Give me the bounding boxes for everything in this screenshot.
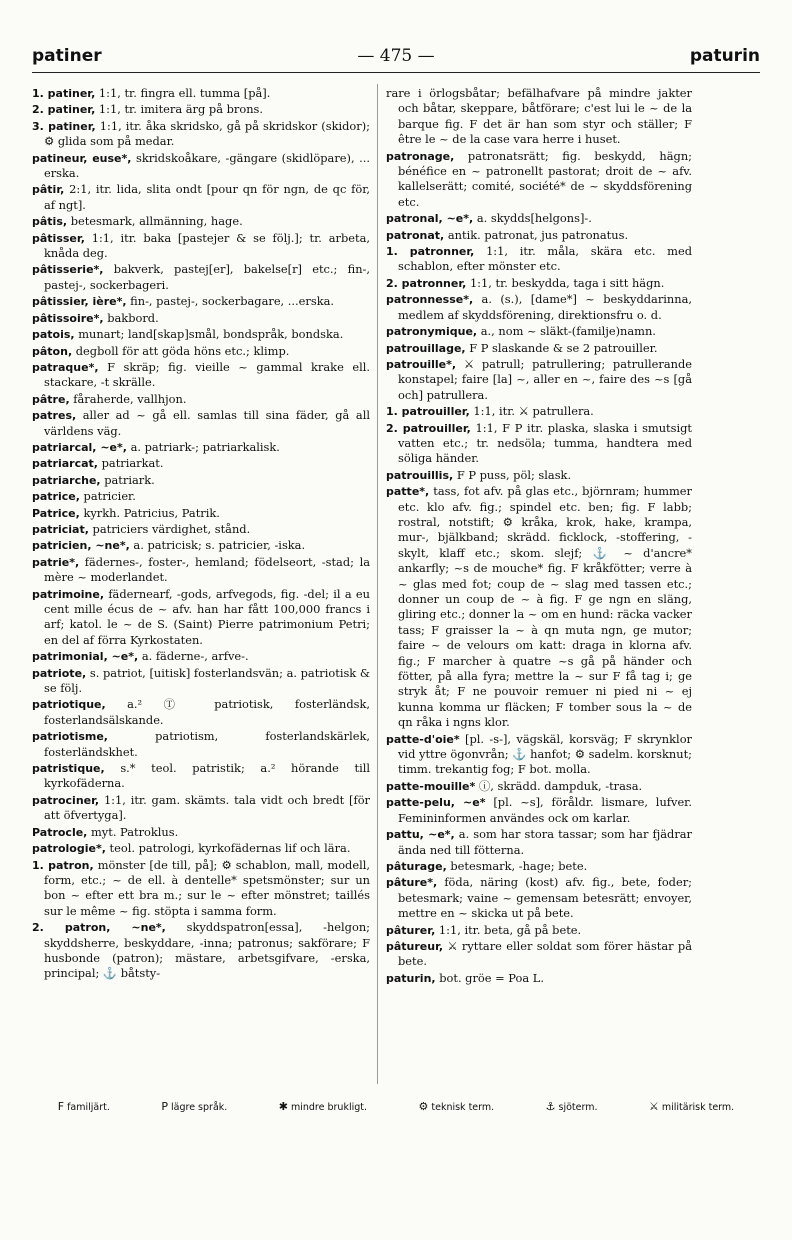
entry-definition: 1:1, itr. baka [pastejer & se följ.]; tr. arbeta, knåda deg. bbox=[44, 230, 370, 261]
legend-label: familjärt. bbox=[67, 1102, 110, 1113]
entry-definition: a. som har stora tassar; som har fjädrar ända ned till fötterna. bbox=[398, 827, 692, 857]
dictionary-entry bbox=[32, 555, 370, 586]
entry-headword: patricien, ~ne*, bbox=[32, 539, 130, 553]
entry-definition: patronatsrätt; fig. beskydd, hägn; bénéfice en ~ patronellt pastorat; droit de ~ afv. kallelserätt; comité, société* de ~ skyddsförening etc. bbox=[398, 148, 692, 209]
entry-headword: patronymique, bbox=[386, 325, 478, 339]
legend-symbol-icon: ⚔ bbox=[649, 1100, 659, 1113]
entry-definition: patriark. bbox=[104, 472, 155, 487]
dictionary-entry bbox=[386, 795, 692, 826]
entry-definition: munart; land[skap]smål, bondspråk, bondska. bbox=[78, 327, 344, 342]
dictionary-entry bbox=[32, 456, 370, 471]
entry-definition: [pl. -s-], vägskäl, korsväg; F skrynklor vid yttre ögonvrån; ⚓ hanfot; ⚙ sadelm. korsknut; timm. trekantig fog; F bot. molla. bbox=[398, 731, 692, 777]
dictionary-entry bbox=[386, 827, 692, 858]
dictionary-entry bbox=[386, 244, 692, 275]
entry-headword: patrimonial, ~e*, bbox=[32, 650, 139, 664]
entry-definition: 1:1, F P itr. plaska, slaska i smutsigt vatten etc.; tr. nedsöla; tumma, handtera med söliga händer. bbox=[398, 420, 692, 466]
dictionary-entry bbox=[386, 468, 692, 483]
entry-headword: 2. patron, ~ne*, bbox=[32, 921, 166, 935]
entry-headword: pâtureur, bbox=[386, 939, 444, 953]
abbreviation-legend bbox=[32, 1100, 760, 1113]
dictionary-entry bbox=[32, 182, 370, 213]
dictionary-entry bbox=[386, 971, 692, 986]
entry-headword: patriarcat, bbox=[32, 457, 98, 471]
entry-definition: fädernes-, foster-, hemland; födelseort, -stad; la mère ~ moderlandet. bbox=[44, 554, 370, 585]
legend-item bbox=[279, 1100, 367, 1113]
entry-definition: degboll för att göda höns etc.; klimp. bbox=[75, 343, 290, 358]
dictionary-entry bbox=[386, 276, 692, 291]
dictionary-entry bbox=[32, 697, 370, 728]
entry-definition: aller ad ~ gå ell. samlas till sina fäder, gå all världens väg. bbox=[44, 408, 370, 438]
dictionary-entry bbox=[386, 228, 692, 243]
entry-headword: pâtir, bbox=[32, 183, 65, 197]
dictionary-entry bbox=[386, 211, 692, 226]
dictionary-entry bbox=[386, 86, 692, 148]
entry-definition: kyrkh. Patricius, Patrik. bbox=[83, 505, 220, 520]
entry-definition: 1:1, itr. beta, gå på bete. bbox=[438, 922, 582, 937]
entry-definition: ⚔ ryttare eller soldat som förer hästar på bete. bbox=[398, 938, 692, 969]
dictionary-entry bbox=[32, 231, 370, 262]
dictionary-entry bbox=[32, 538, 370, 553]
dictionary-entry bbox=[386, 341, 692, 356]
entry-headword: paturin, bbox=[386, 971, 436, 985]
entry-headword: patraque*, bbox=[32, 360, 99, 374]
dictionary-entry bbox=[386, 324, 692, 339]
entry-definition: rare i örlogsbåtar; befälhafvare på mindre jakter och båtar, skeppare, båtförare; c'est lui le ~ de la barque fig. F det är han som styr och ställer; F être le ~ de la case vara herre i huset. bbox=[386, 86, 692, 147]
dictionary-entry bbox=[386, 404, 692, 419]
entry-headword: 1. patrouiller, bbox=[386, 405, 470, 419]
dictionary-entry bbox=[32, 214, 370, 229]
entry-definition: 1:1, itr. ⚔ patrullera. bbox=[473, 404, 594, 419]
entry-definition: myt. Patroklus. bbox=[91, 824, 179, 839]
entry-headword: patriciat, bbox=[32, 522, 89, 536]
dictionary-entry bbox=[32, 360, 370, 391]
entry-definition: F P puss, pöl; slask. bbox=[456, 467, 572, 482]
entry-headword: patrouille*, bbox=[386, 357, 457, 371]
entry-definition: mönster [de till, på]; ⚙ schablon, mall, modell, form, etc.; ~ de ell. à dentelle* spetsmönster; sur un bon ~ efter ett bra m.; sur le ~ efter mönstret; taillés sur le même ~ fig. stöpta i samma form. bbox=[44, 857, 370, 918]
dictionary-entry bbox=[386, 149, 692, 211]
right-running-headword: paturin bbox=[689, 46, 760, 66]
dictionary-entry bbox=[32, 392, 370, 407]
dictionary-entry bbox=[32, 649, 370, 664]
entry-definition: s. patriot, [uitisk] fosterlandsvän; a. patriotisk & se följ. bbox=[44, 665, 370, 696]
entry-headword: pâtissier, ière*, bbox=[32, 295, 127, 309]
dictionary-entry bbox=[386, 484, 692, 731]
legend-symbol-icon: ⚙ bbox=[418, 1100, 429, 1113]
dictionary-entry bbox=[32, 473, 370, 488]
entry-definition: bakverk, pastej[er], bakelse[r] etc.; fin-, pastej-, sockerbageri. bbox=[44, 262, 370, 292]
entry-definition: F P slaskande & se 2 patrouiller. bbox=[469, 340, 658, 355]
entry-headword: patineur, euse*, bbox=[32, 151, 132, 165]
dictionary-entry bbox=[32, 920, 370, 982]
entry-headword: pâture*, bbox=[386, 876, 438, 890]
dictionary-entry bbox=[32, 506, 370, 521]
dictionary-entry bbox=[32, 587, 370, 649]
legend-symbol-icon: ✱ bbox=[278, 1100, 288, 1113]
left-running-headword: patiner bbox=[32, 46, 102, 66]
entry-headword: pattu, ~e*, bbox=[386, 828, 455, 842]
entry-definition: 1:1, tr. fingra ell. tumma [på]. bbox=[98, 86, 271, 100]
dictionary-entry bbox=[386, 421, 692, 467]
entry-headword: pâtissoire*, bbox=[32, 311, 104, 325]
legend-item bbox=[58, 1100, 110, 1113]
entry-definition: 1:1, tr. beskydda, taga i sitt hägn. bbox=[469, 275, 665, 290]
legend-label: mindre brukligt. bbox=[290, 1102, 368, 1113]
legend-symbol-icon: ⚓ bbox=[545, 1100, 556, 1113]
dictionary-entry bbox=[32, 102, 370, 117]
column-divider bbox=[377, 84, 378, 1084]
entry-definition: s.* teol. patristik; a.² hörande till kyrkofäderna. bbox=[44, 761, 370, 791]
entry-headword: Patrocle, bbox=[32, 825, 88, 839]
legend-item bbox=[649, 1100, 734, 1113]
entry-headword: patrouillis, bbox=[386, 468, 454, 482]
dictionary-entry bbox=[32, 294, 370, 309]
dictionary-entry bbox=[386, 732, 692, 778]
entry-definition: ⚔ patrull; patrullering; patrullerande konstapel; faire [la] ~, aller en ~, faire des ~s [gå och] patrullera. bbox=[398, 356, 692, 402]
entry-headword: 3. patiner, bbox=[32, 119, 96, 133]
entry-definition: F skräp; fig. vieille ~ gammal krake ell. stackare, -t skrälle. bbox=[44, 359, 370, 390]
entry-headword: pâturer, bbox=[386, 923, 436, 937]
entry-definition: betesmark, allmänning, hage. bbox=[70, 214, 243, 229]
dictionary-entry bbox=[32, 825, 370, 840]
entry-definition: a. skydds[helgons]-. bbox=[476, 211, 592, 226]
entry-definition: a. patriark-; patriarkalisk. bbox=[130, 439, 280, 454]
dictionary-entry bbox=[32, 344, 370, 359]
entry-definition: patriciers värdighet, stånd. bbox=[92, 521, 251, 536]
entry-definition: föda, näring (kost) afv. fig., bete, foder; betesmark; vaine ~ gemensam betesrätt; envoyer, mettre en ~ skicka ut på bete. bbox=[398, 875, 692, 921]
entry-definition: a.² Ⓣ patriotisk, fosterländsk, fosterlandsälskande. bbox=[44, 697, 370, 727]
dictionary-entry bbox=[32, 440, 370, 455]
dictionary-entry bbox=[32, 793, 370, 824]
left-column bbox=[32, 86, 370, 1086]
legend-symbol-icon: P bbox=[161, 1100, 168, 1113]
dictionary-entry bbox=[32, 666, 370, 697]
entry-headword: 1. patiner, bbox=[32, 87, 96, 100]
entry-headword: pâtre, bbox=[32, 392, 70, 406]
entry-headword: pâton, bbox=[32, 344, 73, 358]
entry-headword: patte*, bbox=[386, 485, 430, 499]
legend-item bbox=[161, 1100, 227, 1113]
entry-headword: patrouillage, bbox=[386, 341, 466, 355]
dictionary-entry bbox=[386, 939, 692, 970]
entry-headword: 1. patronner, bbox=[386, 245, 475, 259]
entry-headword: patriote, bbox=[32, 666, 87, 680]
entry-definition: teol. patrologi, kyrkofädernas lif och lära. bbox=[109, 841, 351, 856]
legend-label: militärisk term. bbox=[661, 1102, 735, 1113]
entry-definition: skridskoåkare, -gängare (skidlöpare), ... erska. bbox=[44, 150, 370, 181]
entry-headword: patres, bbox=[32, 409, 77, 423]
dictionary-entry bbox=[32, 151, 370, 182]
legend-symbol-icon: F bbox=[57, 1100, 65, 1113]
entry-headword: patte-d'oie* bbox=[386, 732, 460, 746]
entry-headword: patte-pelu, ~e* bbox=[386, 796, 486, 810]
entry-headword: patois, bbox=[32, 328, 75, 342]
entry-definition: fädernearf, -gods, arfvegods, fig. -del; il a eu cent mille écus de ~ afv. han har fått 100,000 francs i arf; katol. le ~ de S. (Saint) Pierre patrimonium Petri; en del af förra Kyrkostaten. bbox=[44, 586, 370, 647]
page-number: — 475 — bbox=[357, 46, 435, 66]
entry-headword: patronal, ~e*, bbox=[386, 212, 474, 226]
entry-headword: pâtis, bbox=[32, 215, 68, 229]
dictionary-entry bbox=[32, 489, 370, 504]
entry-definition: a. patricisk; s. patricier, -iska. bbox=[133, 538, 306, 553]
right-column bbox=[386, 86, 692, 1086]
entry-headword: 2. patronner, bbox=[386, 276, 467, 290]
entry-definition: patriotism, fosterlandskärlek, fosterländskhet. bbox=[44, 729, 370, 759]
dictionary-entry bbox=[32, 262, 370, 293]
dictionary-entry bbox=[386, 875, 692, 921]
entry-definition: a., nom ~ släkt-(familje)namn. bbox=[480, 324, 656, 339]
dictionary-entry bbox=[32, 327, 370, 342]
dictionary-entry bbox=[32, 761, 370, 792]
dictionary-entry bbox=[32, 729, 370, 760]
legend-label: lägre språk. bbox=[171, 1102, 228, 1113]
entry-definition: betesmark, -hage; bete. bbox=[450, 858, 588, 873]
page-header bbox=[32, 46, 760, 73]
entry-definition: patriarkat. bbox=[101, 456, 164, 471]
entry-headword: patrociner, bbox=[32, 793, 100, 807]
entry-headword: patronage, bbox=[386, 149, 455, 163]
dictionary-entry bbox=[32, 858, 370, 920]
entry-definition: 1:1, itr. gam. skämts. tala vidt och bredt [för att öfvertyga]. bbox=[44, 792, 370, 823]
entry-headword: patrice, bbox=[32, 490, 80, 504]
dictionary-entry bbox=[32, 408, 370, 439]
entry-headword: Patrice, bbox=[32, 506, 80, 520]
entry-definition: 1:1, itr. måla, skära etc. med schablon, efter mönster etc. bbox=[398, 244, 692, 274]
entry-headword: 1. patron, bbox=[32, 858, 94, 872]
dictionary-entry bbox=[386, 779, 692, 794]
dictionary-entry bbox=[386, 859, 692, 874]
entry-headword: patriotique, bbox=[32, 698, 106, 712]
entry-definition: bakbord. bbox=[107, 310, 159, 325]
entry-headword: patrimoine, bbox=[32, 587, 105, 601]
entry-headword: patronat, bbox=[386, 228, 445, 242]
entry-headword: patte-mouille* bbox=[386, 779, 476, 793]
legend-item bbox=[546, 1100, 598, 1113]
entry-definition: 1:1, tr. imitera ärg på brons. bbox=[98, 102, 264, 117]
entry-headword: patriarcal, ~e*, bbox=[32, 440, 127, 454]
dictionary-entry bbox=[32, 841, 370, 856]
dictionary-entry bbox=[32, 311, 370, 326]
legend-item bbox=[419, 1100, 495, 1113]
entry-definition: bot. gröe = Poa L. bbox=[439, 970, 544, 985]
entry-headword: pâtisserie*, bbox=[32, 263, 104, 277]
entry-definition: fin-, pastej-, sockerbagare, ...erska. bbox=[130, 294, 335, 309]
legend-label: sjöterm. bbox=[558, 1102, 598, 1113]
entry-definition: [pl. ~s], föråldr. lismare, lufver. Femininformen användes ock om karlar. bbox=[398, 795, 692, 825]
entry-definition: skyddspatron[essa], -helgon; skyddsherre, beskyddare, -inna; patronus; sakförare; F husbonde (patron); mästare, arbetsgifvare, -erska, principal; ⚓ båtsty- bbox=[44, 920, 370, 981]
dictionary-entry bbox=[386, 292, 692, 323]
entry-headword: 2. patiner, bbox=[32, 103, 96, 117]
dictionary-entry bbox=[32, 86, 370, 101]
entry-definition: 1:1, itr. åka skridsko, gå på skridskor (skidor); ⚙ glida som på medar. bbox=[44, 118, 370, 149]
entry-definition: patricier. bbox=[83, 489, 136, 504]
dictionary-entry bbox=[386, 923, 692, 938]
entry-definition: fåraherde, vallhjon. bbox=[73, 391, 187, 406]
legend-label: teknisk term. bbox=[431, 1102, 495, 1113]
dictionary-entry bbox=[386, 357, 692, 403]
entry-definition: ⓘ, skrädd. dampduk, -trasa. bbox=[478, 778, 643, 793]
entry-definition: 2:1, itr. lida, slita ondt [pour qn för ngn, de qc för, af ngt]. bbox=[44, 182, 370, 212]
dictionary-entry bbox=[32, 522, 370, 537]
dictionary-entry bbox=[32, 119, 370, 150]
entry-definition: a. (s.), [dame*] ~ beskyddarinna, medlem af skyddsförening, direktionsfru o. d. bbox=[398, 292, 692, 322]
entry-headword: pâturage, bbox=[386, 859, 447, 873]
entry-definition: a. fäderne-, arfve-. bbox=[141, 649, 249, 664]
entry-headword: patristique, bbox=[32, 762, 105, 776]
entry-definition: tass, fot afv. på glas etc., björnram; hummer etc. klo afv. fig.; spindel etc. ben; fig. F labb; rostral, notstift; ⚙ kråka, krok, hake, krampa, mur-, bjälkband; skrädd. ficklock, -stoffering, -skylt, klaff etc.; skom. slejf; ⚓ ~ d'ancre* ankarfly; ~s de mouche* fig. F kråkfötter; verre à ~ glas med fot; coup de ~ slag med tassen etc.; donner un coup de ~ à fig. F ge ngn en släng, gliring etc.; donner la ~ om en hund: räcka vacker tass; F graisser la ~ à qn muta ngn, ge mutor; faire ~ de velours om katt: draga in klorna afv. fig.; F marcher à quatre ~s gå på händer och fötter, på alla fyra; mettre la ~ sur F få tag i; ge stryk åt; F ne pouvoir remuer ni pied ni ~ ej kunna komma ur fläcken; F tomber sous la ~ de qn råka i ngns klor. bbox=[398, 484, 692, 730]
entry-headword: patrologie*, bbox=[32, 842, 106, 856]
entry-headword: 2. patrouiller, bbox=[386, 421, 471, 435]
entry-headword: pâtisser, bbox=[32, 231, 85, 245]
entry-headword: patriotisme, bbox=[32, 730, 108, 744]
entry-headword: patrie*, bbox=[32, 555, 80, 569]
entry-headword: patronnesse*, bbox=[386, 293, 474, 307]
entry-headword: patriarche, bbox=[32, 473, 101, 487]
entry-definition: antik. patronat, jus patronatus. bbox=[447, 227, 629, 242]
